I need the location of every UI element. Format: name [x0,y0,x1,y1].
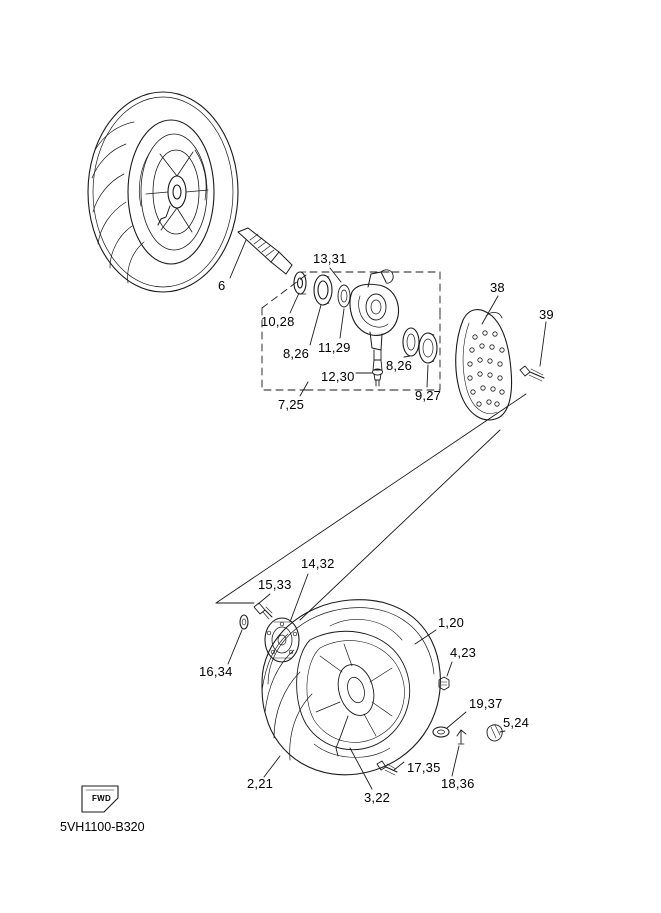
front-axle-shaft [238,228,292,274]
rear-tire-assembly [262,600,440,775]
callout-8-26-right: 8,26 [386,358,413,373]
callout-12-30: 12,30 [321,369,355,384]
callout-7-25: 7,25 [278,397,305,412]
diagram-part-code: 5VH1100-B320 [60,820,145,834]
callout-10-28: 10,28 [261,314,295,329]
callout-5-24: 5,24 [503,715,530,730]
callout-2-21: 2,21 [247,776,274,791]
callout-11-29: 11,29 [318,340,351,355]
callout-19-37: 19,37 [469,696,503,711]
callout-1-20: 1,20 [438,615,465,630]
callout-17-35: 17,35 [407,760,441,775]
callout-13-31: 13,31 [313,251,347,266]
brake-disc-plate [456,310,512,420]
callout-9-27: 9,27 [415,388,442,403]
callout-6: 6 [218,278,226,293]
front-tire-assembly [88,92,238,292]
callout-39: 39 [539,307,554,322]
callout-3-22: 3,22 [364,790,391,805]
fwd-label: FWD [92,794,112,803]
callout-18-36: 18,36 [441,776,475,791]
callout-14-32: 14,32 [301,556,335,571]
callout-8-26-left: 8,26 [283,346,310,361]
hub-washer [240,615,248,629]
disc-bolt [520,366,544,381]
callout-38: 38 [490,280,505,295]
callout-16-34: 16,34 [199,664,233,679]
hub-stud [254,603,272,619]
callout-4-23: 4,23 [450,645,477,660]
callout-15-33: 15,33 [258,577,292,592]
